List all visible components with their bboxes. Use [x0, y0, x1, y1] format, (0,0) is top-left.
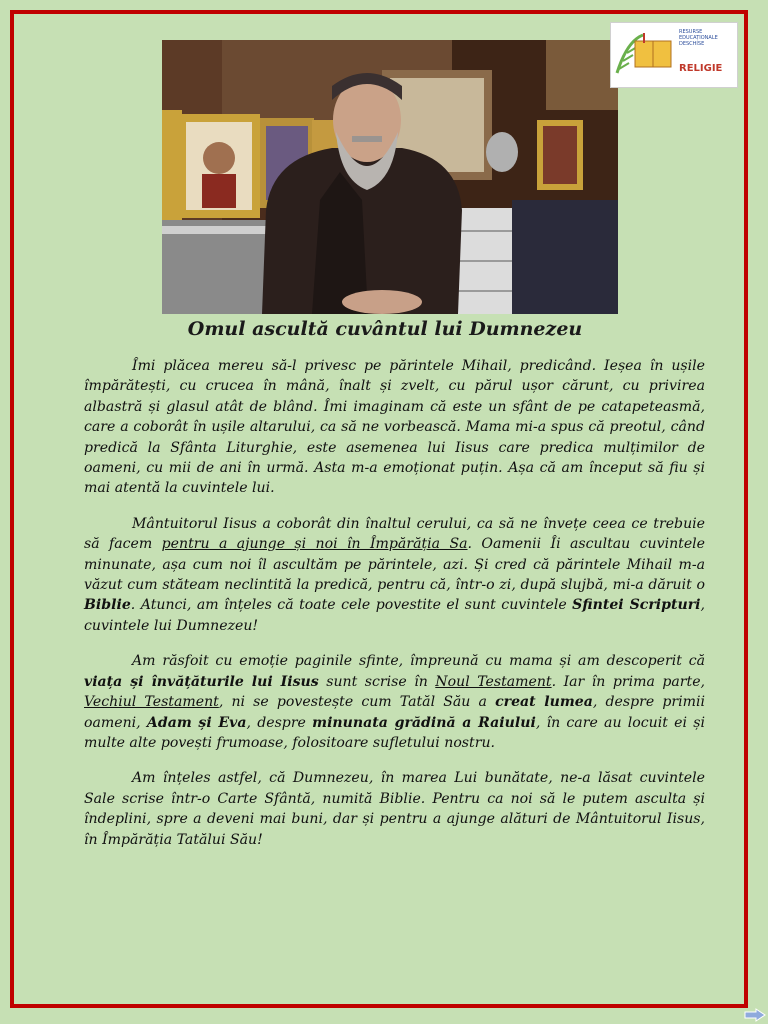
p3-underline-1: Noul Testament	[435, 673, 552, 690]
logo-subtitle: RESURSE EDUCAȚIONALE DESCHISE	[679, 29, 718, 47]
p2-text-b: . Oamenii Îi ascultau cuvintele minunate, așa cum noi îl ascultăm pe părintele, azi. Și cred că părintele Mihail m-a văzut cum stăteam neclintită la predică, pentru că, într-o zi, după slujbă, mi-a dăruit o	[84, 536, 706, 594]
p2-bold-2: Sfintei Scripturi	[572, 597, 701, 614]
p3-text-e: , despre primii oameni,	[84, 694, 706, 731]
priest-photo	[162, 40, 618, 314]
p3-bold-3: Adam și Eva	[146, 714, 247, 731]
p3-text-f: , despre	[246, 714, 313, 731]
p2-text-c: . Atunci, am înțeles că toate cele povestite el sunt cuvintele	[130, 597, 573, 614]
logo-brand: RELIGIE	[679, 63, 723, 74]
article-body	[84, 356, 705, 865]
religie-logo	[610, 22, 738, 88]
next-arrow-icon[interactable]	[744, 1008, 766, 1022]
p2-text-a: Mântuitorul Iisus a coborât din înaltul cerului, ca să ne învețe ceea ce trebuie să facem	[84, 515, 705, 553]
p3-text-g: , în care au locuit ei și multe alte povești frumoase, folositoare sufletului nostru.	[84, 714, 706, 751]
paragraph-3	[84, 651, 705, 753]
p3-bold-1: viața și învățăturile lui Iisus	[84, 673, 319, 690]
article-title: Omul ascultă cuvântul lui Dumnezeu	[187, 318, 583, 340]
p2-underline-1: pentru a ajunge și noi în Împărăția Sa	[161, 536, 468, 553]
p3-text-a: Am răsfoit cu emoție paginile sfinte, împreună cu mama și am descoperit că	[132, 653, 705, 670]
p3-text-b: sunt scrise în	[318, 673, 436, 690]
p2-bold-1: Biblie	[84, 597, 131, 614]
p2-text-d: , cuvintele lui Dumnezeu!	[84, 597, 705, 634]
p3-bold-4: minunata grădină a Raiului	[312, 714, 536, 731]
paragraph-2	[84, 514, 705, 636]
priest-photo-illustration	[162, 40, 618, 314]
p3-text-d: , ni se povestește cum Tatăl Său a	[218, 694, 496, 711]
p3-underline-2: Vechiul Testament	[84, 694, 219, 711]
p3-bold-2: creat lumea	[495, 694, 593, 711]
paragraph-1: Îmi plăcea mereu să-l privesc pe părintele Mihail, predicând. Ieșea în ușile împărătești, cu crucea în mână, înalt și zvelt, cu părul ușor cărunt, cu privirea albastră și glasul atât de blând. Îmi imaginam că este un sfânt de pe catapeteasmă, care a coborât în ușile altarului, ca să ne vorbească. Mama mi-a spus că preotul, când predică la Sfânta Liturghie, este asemenea lui Iisus care predica mulțimilor de oameni, cu mii de ani în urmă. Asta m-a emoționat puțin. Așa că am început să fiu și mai atentă la cuvintele lui.	[84, 358, 705, 497]
open-book-icon	[613, 23, 677, 87]
p3-text-c: . Iar în prima parte,	[551, 673, 706, 690]
paragraph-4: Am înțeles astfel, că Dumnezeu, în marea Lui bunătate, ne-a lăsat cuvintele Sale scrise într-o Carte Sfântă, numită Biblie. Pentru ca noi să le putem asculta și îndeplini, spre a deveni mai buni, dar și pentru a ajunge alături de Mântuitorul Iisus, în Împărăția Tatălui Său!	[84, 770, 705, 848]
